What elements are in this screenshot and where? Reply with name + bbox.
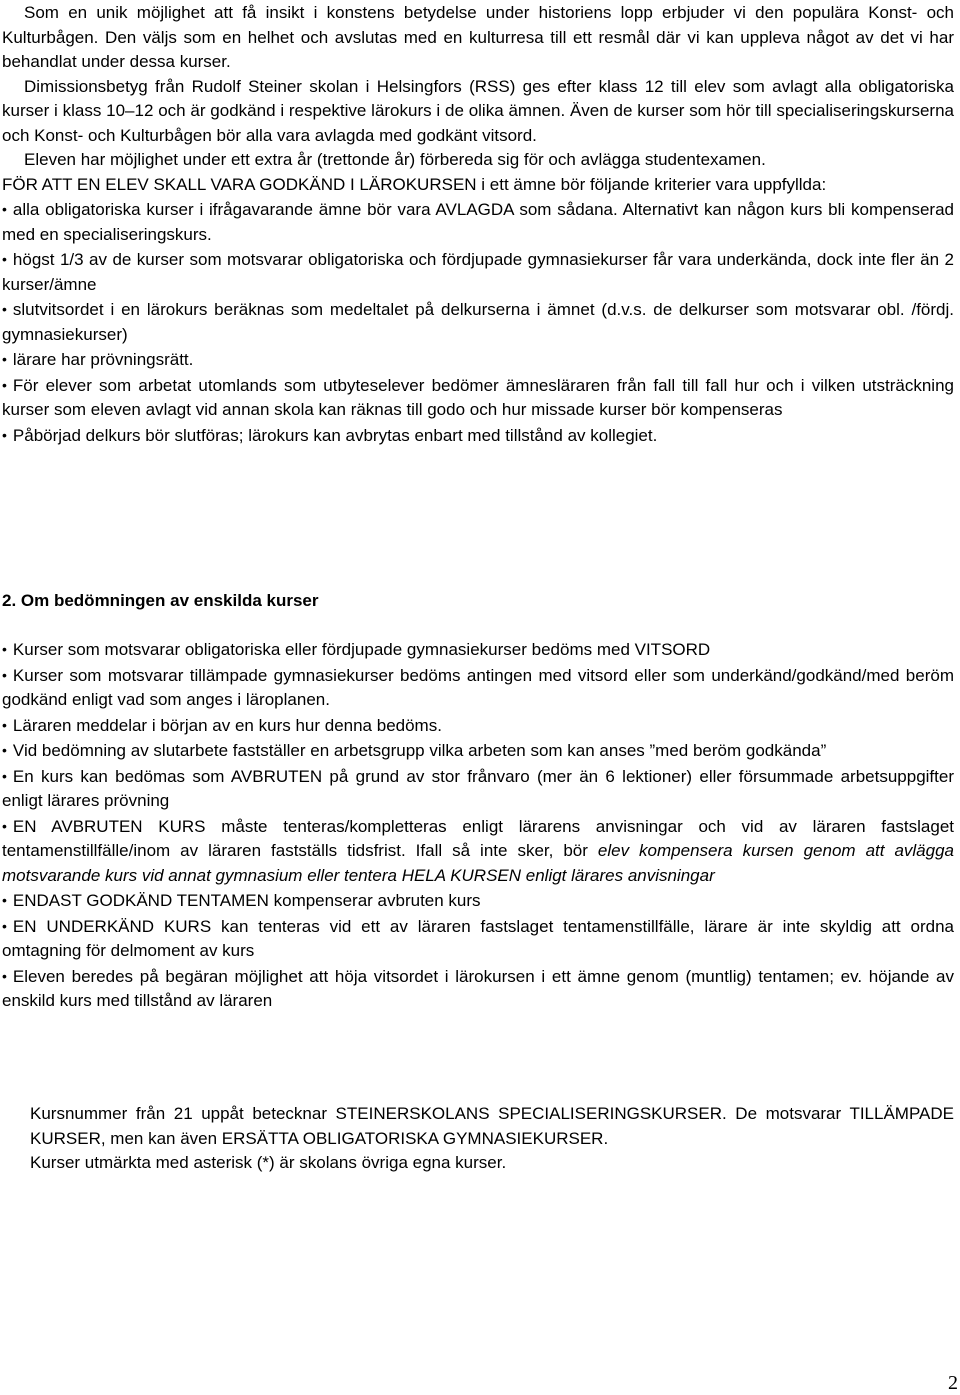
paragraph-course-numbers: Kursnummer från 21 uppåt betecknar STEINERSKOLANS SPECIALISERINGSKURSER. De motsvarar TILLÄMPADE KURSER, men kan även ERSÄTTA OBLIGATORISKA GYMNASIEKURSER. [30, 1104, 954, 1148]
list-item: • ENDAST GODKÄND TENTAMEN kompenserar avbruten kurs [2, 888, 954, 914]
section-top [2, 1, 954, 448]
list-item: • alla obligatoriska kurser i ifrågavarande ämne bör vara AVLAGDA som sådana. Alternativt kan någon kurs bli kompenserad med en specialiseringskurs. [2, 197, 954, 247]
section-heading: 2. Om bedömningen av enskilda kurser [2, 591, 319, 610]
list-item: • En kurs kan bedömas som AVBRUTEN på grund av stor frånvaro (mer än 6 lektioner) eller försummade arbetsuppgifter enligt lärares prövning [2, 764, 954, 814]
paragraph-extra-year: Eleven har möjlighet under ett extra år (trettonde år) förbereda sig för och avlägga studentexamen. [24, 150, 766, 169]
paragraph-dimission: Dimissionsbetyg från Rudolf Steiner skolan i Helsingfors (RSS) ges efter klass 12 till elev som avlagt alla obligatoriska kurser i klass 10–12 och är godkänd i respektive lärokurs i de olika ämnen. Även de kurser som hör till specialiseringskurserna och Konst- och Kulturbågen bör alla vara avlagda med godkänt vitsord. [2, 76, 954, 145]
closing-notes [30, 1102, 954, 1176]
list-item: • Läraren meddelar i början av en kurs hur denna bedöms. [2, 713, 954, 739]
list-item: • Påbörjad delkurs bör slutföras; lärokurs kan avbrytas enbart med tillstånd av kollegiet. [2, 423, 954, 449]
list-item: • lärare har prövningsrätt. [2, 347, 954, 373]
list-item: • EN UNDERKÄND KURS kan tenteras vid ett av läraren fastslaget tentamenstillfälle, lärare är inte skyldig att ordna omtagning för delmoment av kurs [2, 914, 954, 964]
list-item-italic-text: elev kompensera kursen genom att avlägga motsvarande kurs vid annat gymnasium eller tentera HELA KURSEN enligt lärares anvisningar [2, 841, 954, 885]
paragraph-asterisk: Kurser utmärkta med asterisk (*) är skolans övriga egna kurser. [30, 1153, 507, 1172]
list-item: • För elever som arbetat utomlands som utbyteselever bedömer ämnesläraren från fall till fall hur och i vilken utsträckning kurser som eleven avlagt vid annan skola kan räknas till godo och hur missade kurser bör kompenseras [2, 373, 954, 423]
list-item: • slutvitsordet i en lärokurs beräknas som medeltalet på delkurserna i ämnet (d.v.s. de delkurser som motsvarar obl. /fördj. gymnasiekurser) [2, 297, 954, 347]
list-item: • Vid bedömning av slutarbete fastställer en arbetsgrupp vilka arbeten som kan anses ”med beröm godkända” [2, 738, 954, 764]
list-item: • Eleven beredes på begäran möjlighet att höja vitsordet i lärokursen i ett ämne genom (muntlig) tentamen; ev. höjande av enskild kurs med tillstånd av läraren [2, 964, 954, 1014]
page-number: 2 [948, 1372, 958, 1394]
section-2-list [2, 637, 954, 1014]
list-item: • Kurser som motsvarar tillämpade gymnasiekurser bedöms antingen med vitsord eller som underkänd/godkänd/med beröm godkänd enligt vad som anges i läroplanen. [2, 663, 954, 713]
paragraph-criteria: FÖR ATT EN ELEV SKALL VARA GODKÄND I LÄROKURSEN i ett ämne bör följande kriterier vara uppfyllda: [2, 174, 827, 194]
list-item-text: EN AVBRUTEN KURS måste tenteras/kompletteras enligt lärarens anvisningar och vid av läraren fastslaget tentamenstillfälle/inom av läraren fastställs tidsfrist. Ifall så inte sker, bör [2, 816, 954, 860]
list-item: • Kurser som motsvarar obligatoriska eller fördjupade gymnasiekurser bedöms med VITSORD [2, 637, 954, 663]
list-item: • högst 1/3 av de kurser som motsvarar obligatoriska och fördjupade gymnasiekurser får vara underkända, dock inte fler än 2 kurser/ämne [2, 247, 954, 297]
paragraph-intro: Som en unik möjlighet att få insikt i konstens betydelse under historiens lopp erbjuder vi den populära Konst- och Kulturbågen. Den väljs som en helhet och avslutas med en kulturresa till ett resmål där vi kan uppleva något av det vi har behandlat under dessa kurser. [2, 3, 954, 71]
list-item-avbruten [2, 814, 954, 889]
